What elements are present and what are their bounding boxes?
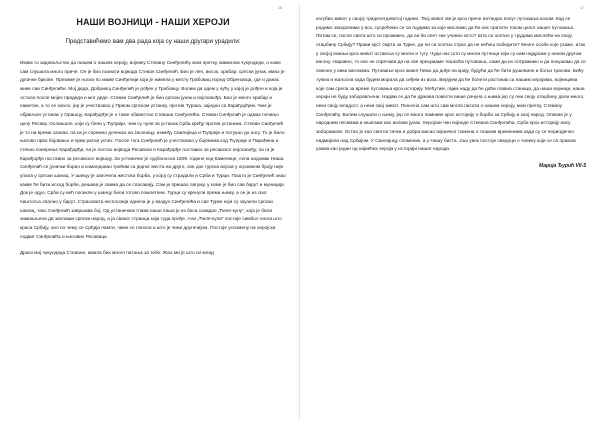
body-text bbox=[316, 16, 586, 155]
paragraph: Драги мој чукундеда Стеване, имала бих много питања за тебе. Жао ми је што си млад bbox=[20, 251, 214, 257]
paragraph-gap bbox=[20, 242, 286, 250]
body-text bbox=[20, 60, 286, 259]
paragraph: Имам то задовољство да пишем о нашем хероју, војнику Стевану Синђелићу мом претку, мамином чукундеди, о коме сам слушала много приче. Он је био познати војвода Стеван Синђелић. Био је леп, висок, храбар, српски јунак, имао је дугачке бркове. Презиме је носио по мами Синђелији која је живела у месту Грабовац поред Обреновца, где и данас живе сви Синђелићи. Мој деда, Добривој Синђелић је рођен у Грабовцу. Волим да одем у кућу у којој је рођен и која је остала после мојих прадеда и мог деде. Стеван Синђелић је био српски јунак и војсковођа. Био је много храбар и паметан, а то се знало, јер је учествовао у Првом српском устанку, против Турака, заједно са Карађорђем. Чим је објављен устанак у Орашцу, Карађорђе је о томе обавестио Стевана Синђелића. Стеван Синђелић је одмах почињо целу Ресаву. Ослањале, који су били у Ћуприји, чим су чули за устанак Срба кређу против устаника. Стеван Синђелић је то на време сазнао, па их је спремно дочекао на Јасеницу, између Свилајнца и Ћуприје и потукао до ногу. То је било његово прво бојовање и први ратни успех. После тога Синђелић је учествовао у бојевима код Ћуприје и Параћина и стекао поверење Карађорђа, па је постао војвода Ресавски и Карађорђе поставио за ресавског војсковођу, па га је Карађорђе поставио за ресавског војводу. За устаничке је судбоносна 1809. године код Каменице, села надомак Ниша. Синђелић се јуначки борио и командовао трећим са једног места на друго, све док турска војска у огромном броју није упала у српски шанац. У шанцу је започела жестока борба, у којој су страдали и Срби и Турци. Пошто је Синђелић знао какве ће бити исход борбе, решава је свима да се спасавају. Сам је пришао лагуму, у коме је био сав барут и муниција. Док је одуо, Срби су већ посекли у шанцу били готово помлетени. Турци су кренули према њему, а он је из свог пиштоља опалио у барут. Страховита експлозија однела је у ваздух Синђелића и све Турке који су заузели српски шанац, тако Синђелић завршава бој. Од устаничких глава наши паша је из беса сазидао „Ћеле-кулу“, која је била замишљена да заплаши српски народ, а ја сваког странца који туда прође. Али „Ћеле-кула“ постаје симбол онога што краси Србију, оно по чему се Срђија памти, чиме се поноси и што је чини другачијом. Постоје успомену на херојски подвиг Синђелића и његових Ресаваца. bbox=[20, 61, 286, 240]
author-signature: Марија Ђурић VII-5 bbox=[539, 163, 586, 169]
page-title: НАШИ ВОЈНИЦИ - НАШИ ХЕРОЈИ bbox=[76, 17, 230, 27]
right-page bbox=[300, 0, 600, 424]
paragraph: изгубио живот у својој тридесетдеветој години. Твој живот ми је кроз приче изгледао попут путовања возом. Кад се родимо закорачимо у воз, сусрећемо се са људима за које мислимо да ће нас пратити током целог нашег путовања. Питам се, после света што си проживео, да ли би опет све учинио исто? Шта си осетио у трудама мислећи на своју отаџбину Србију? Прави крст смрти за Турке, да ли си осетио страх да не нећеш победити? Многе особе које узаже, итак у својој вожњи кроз живот оставља су многи и тугу. Чуди нас што су многи путници који су нам најдражи у неком другом вагону. Наравно, то нас не спречава да на све прекумаме тешкоћа путовања, сами да их потражимо и да покушамо да се смеоно у вики вагонима. Путовање кроз живот ћемо да дође на крају, будући да ће бити рушевине и бољи трагови. Бићу тужна и жалосна када будем морала да сиђем из воза. Верујем да ће болети растанак са нашим херојима, војницима које сам срела за време путовања кроз историју. Мећутим, гајим наду да ће доћи главна станица, да наши војници, наши хероји не буду заборављени. Надам се да ће држава повести више рачуна о њима јер су они своју отаџбину дали много, неки своју младост, а неки свој живот. Поносна сам што сам могла писати о нашем хероју, мом претку, Стевану Синђелићу. Волим слушати о њему, јер се много памниве крос историју о борби за Србију и свој народ. Опеван је у народним песмама и књигама као велики јунак. Херојски чин војводе Стевана Синђелића, Срби кроз историју нису заборавили. Остао је као светла тачка и добра мисао војничког помена о тешким временима када су се периодично надмијала над Србијом. У Свилајнцу споменик, а у Нишу биста. Још увек постоје сведоци о човеку који се са правом узима као један од највећих хероја у историји нашег народа. bbox=[316, 17, 586, 153]
page-number: 17 bbox=[580, 6, 584, 10]
intro-text: Представићемо вам два рада која су наши другари урадили: bbox=[65, 38, 241, 45]
page-number: 16 bbox=[278, 6, 282, 10]
